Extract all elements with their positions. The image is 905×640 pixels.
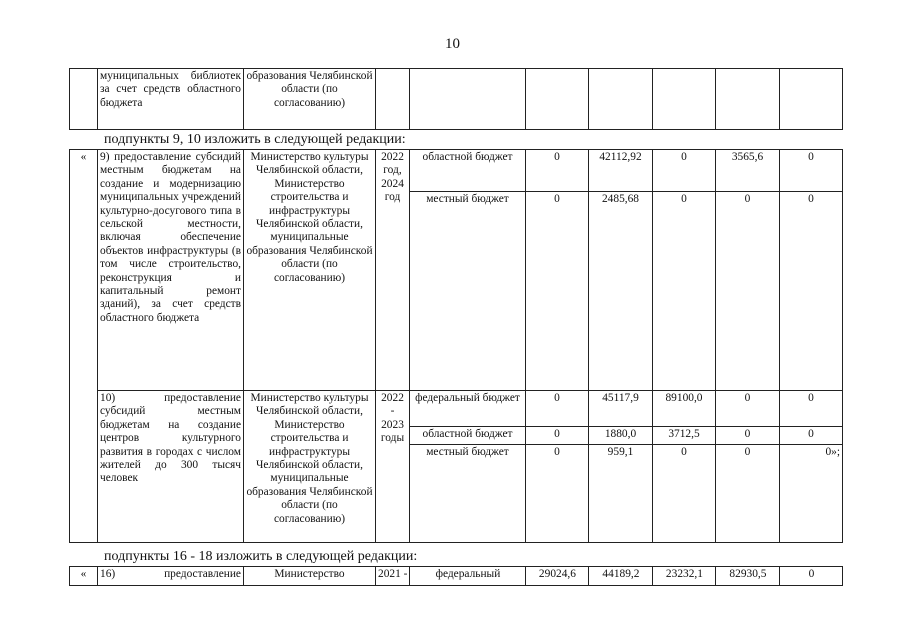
value-cell: 0 xyxy=(716,391,780,427)
edit-instruction: подпункты 16 - 18 изложить в следующей редакции: xyxy=(104,549,418,564)
source-cell: федеральный бюджет xyxy=(410,391,526,427)
value-cell: 0 xyxy=(780,192,843,391)
edit-instruction: подпункты 9, 10 изложить в следующей редакции: xyxy=(104,132,406,147)
source-cell xyxy=(410,69,526,130)
value-cell: 45117,9 xyxy=(589,391,653,427)
table-row xyxy=(70,391,843,427)
executor-cell: Министерство культуры Челябинской области, Министерство строительства и инфраструктуры Челябинской области, муниципальные образования Челябинской области (по согласованию) xyxy=(244,150,376,391)
table-row xyxy=(70,150,843,192)
value-cell: 82930,5 xyxy=(716,567,780,586)
value-cell: 89100,0 xyxy=(653,391,716,427)
value-cell: 3565,6 xyxy=(716,150,780,192)
value-cell: 2485,68 xyxy=(589,192,653,391)
source-cell: федеральный xyxy=(410,567,526,586)
value-cell: 0 xyxy=(716,427,780,445)
quote-cell xyxy=(70,69,98,130)
event-name-cell: муниципальных библиотек за счет средств областного бюджета xyxy=(98,69,244,130)
value-cell: 42112,92 xyxy=(589,150,653,192)
value-cell: 0 xyxy=(716,192,780,391)
source-cell: областной бюджет xyxy=(410,150,526,192)
quote-cell: « xyxy=(70,567,98,586)
term-cell xyxy=(376,69,410,130)
term-cell: 2022 - 2023 годы xyxy=(376,391,410,543)
value-cell: 0 xyxy=(653,445,716,543)
table-row xyxy=(70,567,843,586)
event-name-cell: 16) предоставление xyxy=(98,567,244,586)
executor-cell: Министерство xyxy=(244,567,376,586)
value-cell: 1880,0 xyxy=(589,427,653,445)
term-cell: 2022 год, 2024 год xyxy=(376,150,410,391)
table-subitems-16-18 xyxy=(69,566,843,586)
value-cell: 0 xyxy=(526,445,589,543)
value-cell: 0 xyxy=(716,445,780,543)
value-cell xyxy=(780,69,843,130)
event-name-cell: 9) предоставление субсидий местным бюджетам на создание и модернизацию муниципальных учреждений культурно-досугового типа в сельской местности, включая обеспечение объектов инфраструктуры (в том числе строительство, реконструкция и капитальный ремонт зданий), за счет средств областного бюджета xyxy=(98,150,244,391)
value-cell xyxy=(716,69,780,130)
value-cell: 29024,6 xyxy=(526,567,589,586)
source-cell: местный бюджет xyxy=(410,445,526,543)
value-cell: 0 xyxy=(526,192,589,391)
value-cell xyxy=(589,69,653,130)
value-cell: 0 xyxy=(780,567,843,586)
value-cell: 0»; xyxy=(780,445,843,543)
executor-cell: Министерство культуры Челябинской области, Министерство строительства и инфраструктуры Челябинской области, муниципальные образования Челябинской области (по согласованию) xyxy=(244,391,376,543)
value-cell xyxy=(653,69,716,130)
table-row xyxy=(70,69,843,130)
value-cell: 0 xyxy=(780,150,843,192)
value-cell: 959,1 xyxy=(589,445,653,543)
quote-cell xyxy=(70,391,98,543)
value-cell xyxy=(526,69,589,130)
executor-cell: образования Челябинской области (по согласованию) xyxy=(244,69,376,130)
table-subitems-9-10 xyxy=(69,149,843,543)
value-cell: 0 xyxy=(526,391,589,427)
value-cell: 0 xyxy=(653,150,716,192)
page-number: 10 xyxy=(445,36,460,52)
value-cell: 0 xyxy=(526,150,589,192)
value-cell: 44189,2 xyxy=(589,567,653,586)
value-cell: 23232,1 xyxy=(653,567,716,586)
quote-cell: « xyxy=(70,150,98,391)
term-cell: 2021 - xyxy=(376,567,410,586)
source-cell: областной бюджет xyxy=(410,427,526,445)
event-name-cell: 10) предоставление субсидий местным бюджетам на создание центров культурного развития в городах с числом жителей до 300 тысяч человек xyxy=(98,391,244,543)
source-cell: местный бюджет xyxy=(410,192,526,391)
value-cell: 0 xyxy=(780,391,843,427)
value-cell: 3712,5 xyxy=(653,427,716,445)
table-continuation xyxy=(69,68,843,130)
value-cell: 0 xyxy=(653,192,716,391)
value-cell: 0 xyxy=(780,427,843,445)
value-cell: 0 xyxy=(526,427,589,445)
